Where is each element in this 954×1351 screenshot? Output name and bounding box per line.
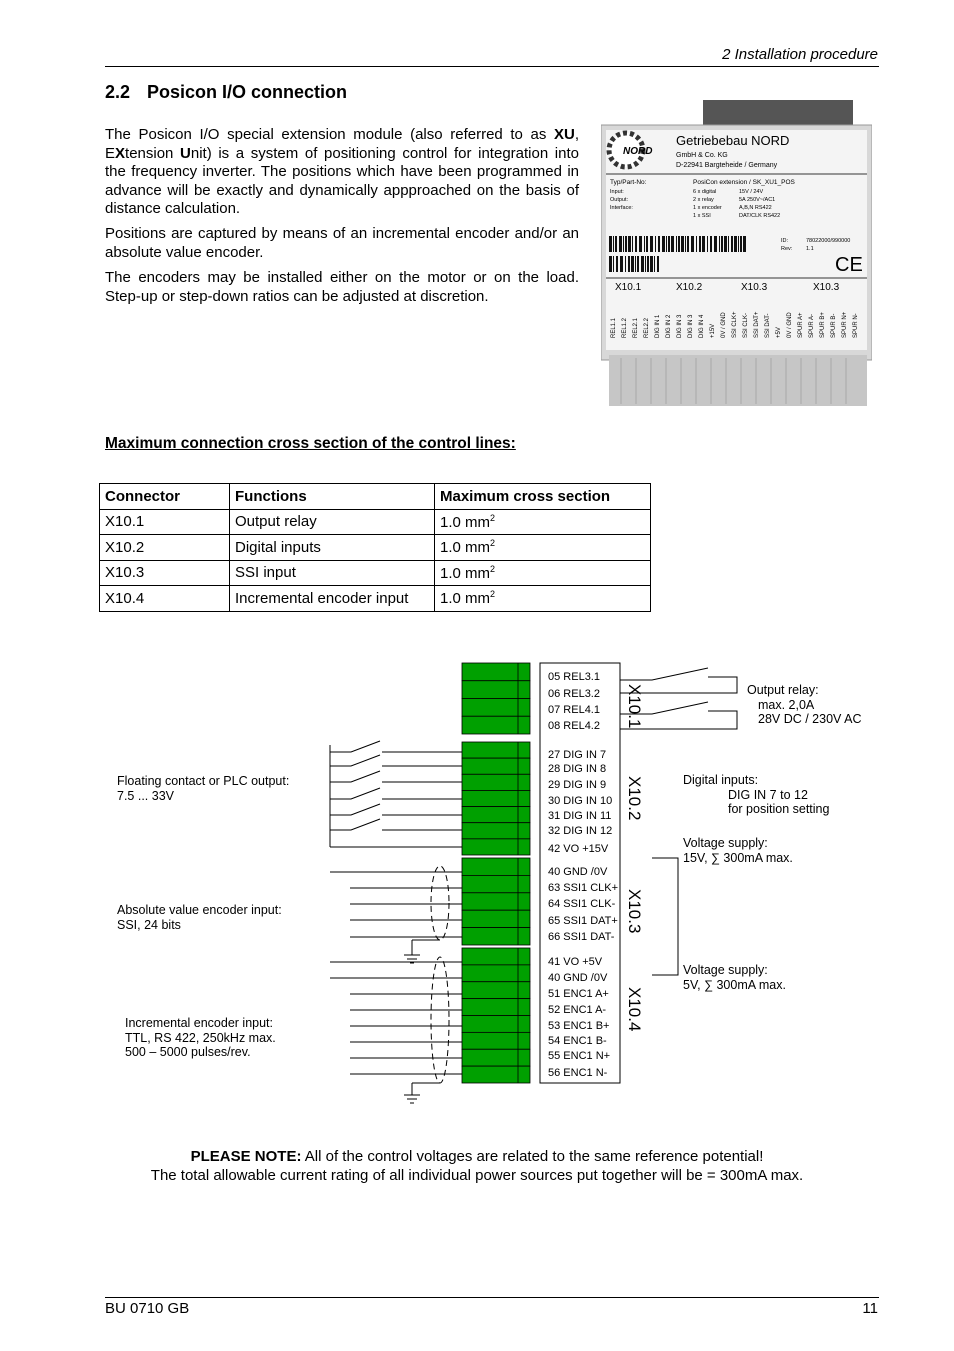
module-terminal-label: SSI DAT+ (754, 311, 760, 338)
digital-input-switches (330, 741, 462, 847)
footer-rule (105, 1297, 879, 1298)
table-row (100, 560, 651, 586)
terminal-block (462, 1049, 530, 1066)
pin-label: 64 SSI1 CLK- (548, 898, 616, 910)
module-company: GmbH & Co. KG (676, 152, 728, 159)
pin-labels (548, 671, 618, 1079)
floating-contact-annotation: Floating contact or PLC output: 7.5 ... 33V (117, 774, 290, 803)
footer-page-number: 11 (862, 1300, 878, 1317)
pin-label: 66 SSI1 DAT- (548, 931, 615, 943)
pin-label: 63 SSI1 CLK+ (548, 882, 619, 894)
pin-label: 51 ENC1 A+ (548, 988, 609, 1000)
cell-size: 1.0 $mm^2$ (435, 509, 651, 535)
module-terminal-block (609, 355, 867, 406)
section-number: 2.2 (105, 82, 131, 102)
intro-paragraph-1: The Posicon I/O special extension module (also referred to as XU, EXtension Unit) is a system of positioning control for integration into the frequency inverter. The positions which have been programmed in advance will be exactly and dynamically appproached on the basis of distance calculation. (105, 126, 579, 217)
module-spec-text: 15V / 24V (739, 189, 764, 195)
connector-label-x10-1: X10.1 (625, 684, 644, 729)
absolute-encoder-annotation: Absolute value encoder input: SSI, 24 bits (117, 903, 282, 932)
terminal-block (462, 948, 530, 965)
module-terminal-label: 0V / GND (787, 312, 793, 338)
module-terminal-label: SPUR N+ (842, 311, 848, 338)
module-terminal-label: DIG IN 2 (666, 314, 672, 338)
module-terminal-label: SPUR A- (809, 313, 815, 338)
connector-label-x10-4: X10.4 (625, 987, 644, 1032)
pin-label: 07 REL4.1 (548, 704, 600, 716)
module-terminal-label: +5V (776, 327, 782, 338)
pin-label: 56 ENC1 N- (548, 1067, 608, 1079)
terminal-block (462, 875, 530, 892)
module-typ-label: Typ/Part-No: (610, 179, 647, 186)
terminal-block (462, 965, 530, 982)
terminal-block (462, 681, 530, 699)
module-brand: Getriebebau NORD (676, 133, 790, 148)
col-header-connector: Connector (100, 484, 230, 510)
ce-mark: CE (835, 254, 863, 276)
posicon-module-image (601, 100, 872, 406)
module-terminal-label: SSI DAT- (765, 313, 771, 338)
cell-connector: X10.2 (100, 535, 230, 561)
terminal-block (462, 999, 530, 1016)
module-terminal-label: DIG IN 4 (699, 314, 705, 338)
terminal-block (462, 1066, 530, 1083)
cell-connector: X10.4 (100, 586, 230, 612)
terminal-block (462, 807, 530, 823)
header-rule (105, 66, 879, 67)
output-relay-annotation: Output relay: max. 2,0A 28V DC / 230V AC (747, 683, 862, 726)
terminal-block (462, 758, 530, 774)
pin-label: 65 SSI1 DAT+ (548, 915, 618, 927)
cell-connector: X10.1 (100, 509, 230, 535)
module-id-value: 78022000/990000 (806, 238, 851, 244)
pin-label: 29 DIG IN 9 (548, 779, 607, 791)
pin-label: 27 DIG IN 7 (548, 749, 607, 761)
module-typ-value: PosiCon extension / SK_XU1_POS (693, 179, 795, 186)
cell-size: 1.0 $mm^2$ (435, 535, 651, 561)
digital-inputs-annotation: Digital inputs: DIG IN 7 to 12 for position setting (683, 773, 830, 816)
terminal-blocks (462, 663, 530, 1083)
terminal-block (462, 910, 530, 927)
terminal-block (462, 839, 530, 855)
encoder-wires (330, 957, 462, 1103)
terminal-block (462, 774, 530, 790)
incremental-encoder-annotation: Incremental encoder input: TTL, RS 422, 250kHz max. 500 – 5000 pulses/rev. (125, 1016, 276, 1059)
ssi-wires (330, 866, 462, 963)
module-terminal-label: SSI CLK- (743, 312, 749, 338)
module-spec-text: Output: (610, 197, 629, 203)
supply-15v-annotation: Voltage supply: 15V, ∑ 300mA max. (683, 836, 793, 865)
connector-label-x10-3: X10.3 (625, 889, 644, 934)
table-header-row (100, 484, 651, 510)
pin-label: 30 DIG IN 10 (548, 795, 613, 807)
module-terminal-label: REL2.1 (633, 317, 639, 338)
module-spec-text: 6 x digital (693, 189, 717, 195)
module-conn-3: X10.3 (741, 282, 768, 293)
col-header-max-cross-section: Maximum cross section (435, 484, 651, 510)
cell-function: Digital inputs (230, 535, 435, 561)
module-spec-text: 5A 250V~/AC1 (739, 197, 776, 203)
pin-label: 41 VO +5V (548, 956, 603, 968)
running-header: 2 Installation procedure (722, 46, 878, 63)
pin-label: 40 GND /0V (548, 866, 608, 878)
pin-label: 54 ENC1 B- (548, 1035, 607, 1047)
terminal-block (462, 928, 530, 945)
module-terminal-label: REL1.1 (611, 317, 617, 338)
connector-label-x10-2: X10.2 (625, 776, 644, 821)
please-note: PLEASE NOTE: All of the control voltages are related to the same reference potential! The total allowable current rating of all individual power sources put together will be = 300mA max. (150, 1148, 804, 1184)
module-id-label: ID: (781, 238, 789, 244)
cross-section-heading: Maximum connection cross section of the control lines: (105, 435, 516, 452)
terminal-block (462, 858, 530, 875)
module-conn-1: X10.1 (615, 282, 642, 293)
module-terminal-label: REL2.2 (644, 317, 650, 338)
cell-function: Incremental encoder input (230, 586, 435, 612)
terminal-block (462, 982, 530, 999)
module-spec-text: DAT/CLK RS422 (739, 213, 781, 219)
table-row (100, 586, 651, 612)
pin-label: 55 ENC1 N+ (548, 1050, 611, 1062)
terminal-block (462, 893, 530, 910)
terminal-block (462, 1032, 530, 1049)
terminal-block (462, 790, 530, 806)
module-spec-text: 2 x relay (693, 197, 714, 203)
module-terminal-label: +15V (710, 323, 716, 338)
intro-paragraph-3: The encoders may be installed either on the motor or on the load. Step-up or step-down ratios can be adjusted at discretion. (105, 269, 579, 305)
cell-connector: X10.3 (100, 560, 230, 586)
pin-label: 28 DIG IN 8 (548, 763, 607, 775)
module-terminal-label: DIG IN 1 (655, 314, 661, 338)
table-row (100, 509, 651, 535)
nord-logo-text: NORD (623, 146, 653, 157)
table-row (100, 535, 651, 561)
cell-function: Output relay (230, 509, 435, 535)
cross-section-table (99, 483, 651, 612)
col-header-functions: Functions (230, 484, 435, 510)
pin-label: 08 REL4.2 (548, 720, 600, 732)
module-terminal-label: SSI CLK+ (732, 311, 738, 338)
module-conn-4: X10.3 (813, 282, 840, 293)
module-rev-value: 1.1 (806, 246, 814, 252)
module-terminal-label: REL1.2 (622, 317, 628, 338)
pin-label: 53 ENC1 B+ (548, 1020, 610, 1032)
terminal-block (462, 742, 530, 758)
pin-label: 31 DIG IN 11 (548, 810, 612, 822)
module-spec-text: 1 x encoder (693, 205, 722, 211)
module-terminal-label: DIG IN 3 (677, 314, 683, 338)
module-terminal-label: SPUR B+ (820, 312, 826, 338)
supply-5v-annotation: Voltage supply: 5V, ∑ 300mA max. (683, 963, 786, 992)
pin-label: 40 GND /0V (548, 972, 608, 984)
module-rev-label: Rev: (781, 246, 793, 252)
terminal-block (462, 823, 530, 839)
cell-function: SSI input (230, 560, 435, 586)
pin-label: 06 REL3.2 (548, 688, 600, 700)
module-terminal-label: SPUR N- (853, 313, 859, 338)
intro-paragraph-2: Positions are captured by means of an incremental encoder and/or an absolute value encoder. (105, 225, 579, 261)
module-terminal-label: 0V / GND (721, 312, 727, 338)
module-terminal-label: SPUR B- (831, 313, 837, 338)
section-title-text: Posicon I/O connection (147, 82, 348, 102)
terminal-block (462, 1016, 530, 1033)
module-spec-text: Input: (610, 189, 624, 195)
pin-label: 52 ENC1 A- (548, 1004, 607, 1016)
supply-bracket (652, 858, 678, 975)
module-spec-text: Interface: (610, 205, 633, 211)
terminal-block (462, 663, 530, 681)
module-terminal-label: SPUR A+ (798, 312, 804, 338)
terminal-block (462, 716, 530, 734)
module-conn-2: X10.2 (676, 282, 703, 293)
section-title (105, 82, 347, 103)
module-spec-text: 1 x SSI (693, 213, 711, 219)
footer-doc-id: BU 0710 GB (105, 1300, 190, 1317)
module-address: D-22941 Bargteheide / Germany (676, 162, 778, 169)
cell-size: 1.0 $mm^2$ (435, 560, 651, 586)
module-spec-text: A,B,N RS422 (739, 205, 772, 211)
pin-label: 32 DIG IN 12 (548, 825, 613, 837)
module-terminal-label: DIG IN 3 (688, 314, 694, 338)
cell-size: 1.0 $mm^2$ (435, 586, 651, 612)
pin-label: 42 VO +15V (548, 843, 609, 855)
barcode-2 (609, 256, 659, 272)
pin-label: 05 REL3.1 (548, 671, 600, 683)
terminal-block (462, 699, 530, 717)
